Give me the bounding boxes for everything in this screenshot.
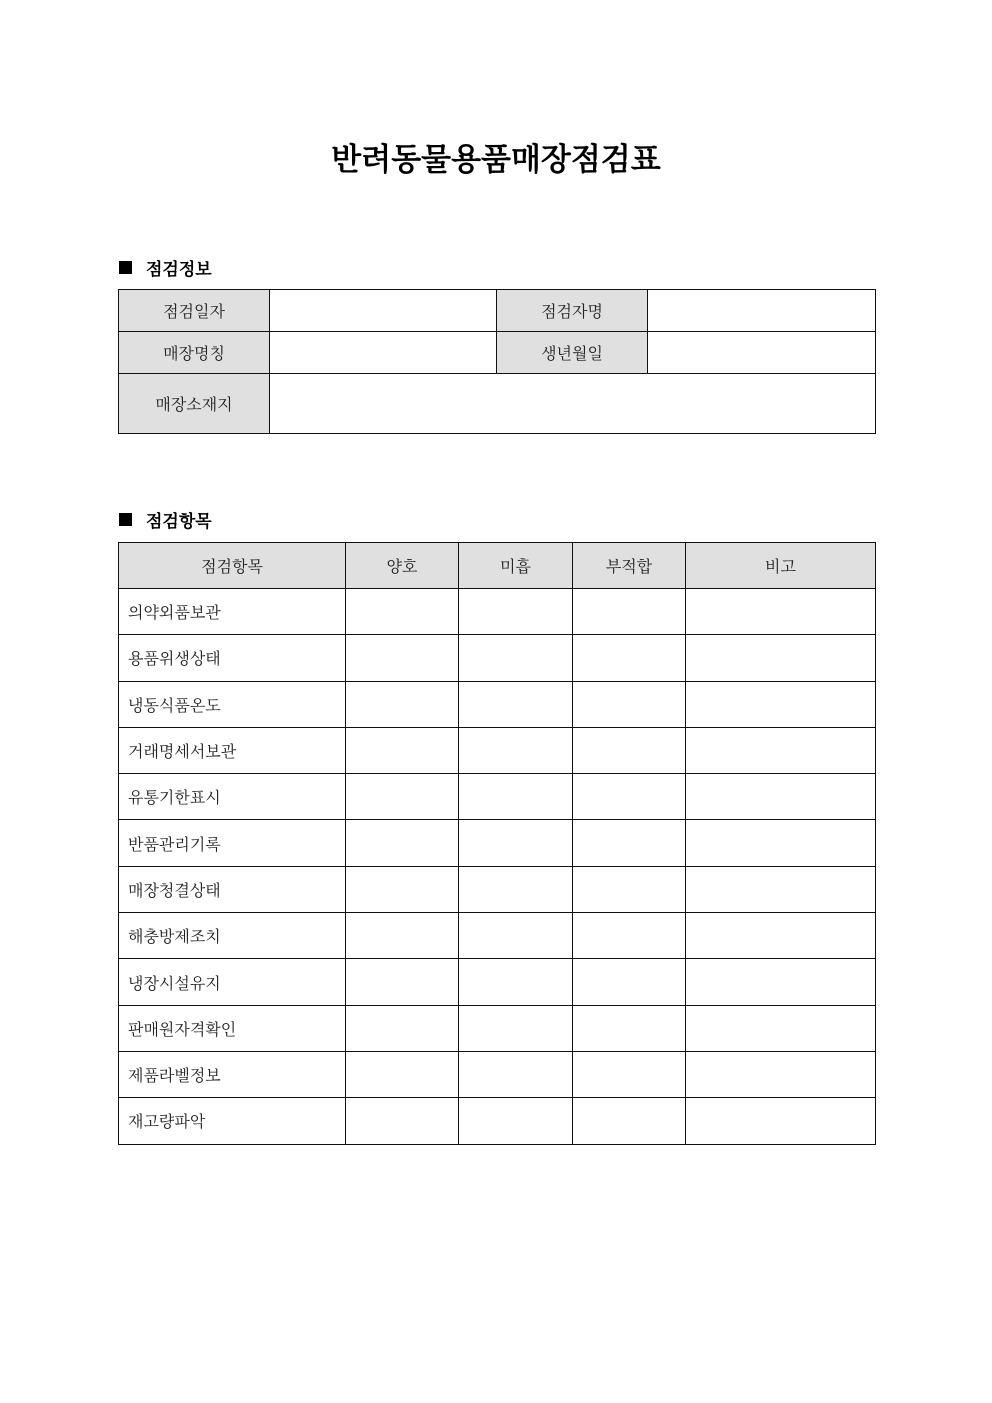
nonconforming-cell[interactable] [573,1051,686,1097]
remarks-cell[interactable] [686,820,876,866]
table-row [119,635,876,681]
nonconforming-cell[interactable] [573,913,686,959]
section-heading-inspection-items [119,507,212,532]
poor-cell[interactable] [459,913,573,959]
store-name-field[interactable] [270,332,497,374]
poor-cell[interactable] [459,589,573,635]
good-cell[interactable] [346,727,459,773]
item-name-cell: 해충방제조치 [119,913,346,959]
nonconforming-cell[interactable] [573,959,686,1005]
inspector-name-field[interactable] [648,290,876,332]
good-cell[interactable] [346,959,459,1005]
poor-cell[interactable] [459,959,573,1005]
table-row [119,1098,876,1144]
item-name-cell: 반품관리기록 [119,820,346,866]
table-row [119,1051,876,1097]
birth-date-label: 생년월일 [497,332,648,374]
document-title: 반려동물용품매장점검표 [331,142,661,178]
nonconforming-cell[interactable] [573,727,686,773]
good-cell[interactable] [346,913,459,959]
store-address-field[interactable] [270,374,876,434]
section-heading-label: 점검항목 [146,512,212,532]
remarks-cell[interactable] [686,866,876,912]
table-row [119,1005,876,1051]
item-name-cell: 제품라벨정보 [119,1051,346,1097]
remarks-cell[interactable] [686,681,876,727]
table-row [119,681,876,727]
inspector-name-label: 점검자명 [497,290,648,332]
inspection-date-field[interactable] [270,290,497,332]
remarks-cell[interactable] [686,589,876,635]
table-header-row [119,543,876,589]
item-name-cell: 매장청결상태 [119,866,346,912]
nonconforming-cell[interactable] [573,635,686,681]
inspection-date-label: 점검일자 [119,290,270,332]
poor-cell[interactable] [459,866,573,912]
item-name-cell: 유통기한표시 [119,774,346,820]
column-header-poor: 미흡 [459,543,573,589]
poor-cell[interactable] [459,1005,573,1051]
good-cell[interactable] [346,635,459,681]
poor-cell[interactable] [459,820,573,866]
nonconforming-cell[interactable] [573,1098,686,1144]
nonconforming-cell[interactable] [573,589,686,635]
item-name-cell: 의약외품보관 [119,589,346,635]
item-name-cell: 냉동식품온도 [119,681,346,727]
item-name-cell: 재고량파악 [119,1098,346,1144]
remarks-cell[interactable] [686,727,876,773]
item-name-cell: 거래명세서보관 [119,727,346,773]
poor-cell[interactable] [459,681,573,727]
item-name-cell: 판매원자격확인 [119,1005,346,1051]
inspection-items-table [118,542,876,1145]
nonconforming-cell[interactable] [573,866,686,912]
table-row [119,774,876,820]
remarks-cell[interactable] [686,913,876,959]
good-cell[interactable] [346,1051,459,1097]
column-header-good: 양호 [346,543,459,589]
remarks-cell[interactable] [686,774,876,820]
table-row [119,727,876,773]
column-header-remarks: 비고 [686,543,876,589]
section-heading-inspection-info [119,255,212,280]
nonconforming-cell[interactable] [573,820,686,866]
good-cell[interactable] [346,866,459,912]
good-cell[interactable] [346,1098,459,1144]
table-row [119,866,876,912]
table-row [119,959,876,1005]
column-header-nonconforming: 부적합 [573,543,686,589]
remarks-cell[interactable] [686,959,876,1005]
remarks-cell[interactable] [686,635,876,681]
poor-cell[interactable] [459,1098,573,1144]
good-cell[interactable] [346,820,459,866]
table-row [119,589,876,635]
table-row [119,820,876,866]
poor-cell[interactable] [459,727,573,773]
poor-cell[interactable] [459,635,573,681]
good-cell[interactable] [346,589,459,635]
item-name-cell: 용품위생상태 [119,635,346,681]
poor-cell[interactable] [459,774,573,820]
item-name-cell: 냉장시설유지 [119,959,346,1005]
good-cell[interactable] [346,1005,459,1051]
good-cell[interactable] [346,681,459,727]
nonconforming-cell[interactable] [573,774,686,820]
square-bullet-icon [119,513,132,526]
nonconforming-cell[interactable] [573,1005,686,1051]
square-bullet-icon [119,261,132,274]
store-name-label: 매장명칭 [119,332,270,374]
section-heading-label: 점검정보 [146,260,212,280]
remarks-cell[interactable] [686,1098,876,1144]
poor-cell[interactable] [459,1051,573,1097]
nonconforming-cell[interactable] [573,681,686,727]
remarks-cell[interactable] [686,1005,876,1051]
store-address-label: 매장소재지 [119,374,270,434]
remarks-cell[interactable] [686,1051,876,1097]
column-header-item: 점검항목 [119,543,346,589]
birth-date-field[interactable] [648,332,876,374]
table-row [119,913,876,959]
good-cell[interactable] [346,774,459,820]
inspection-info-table [118,289,876,434]
